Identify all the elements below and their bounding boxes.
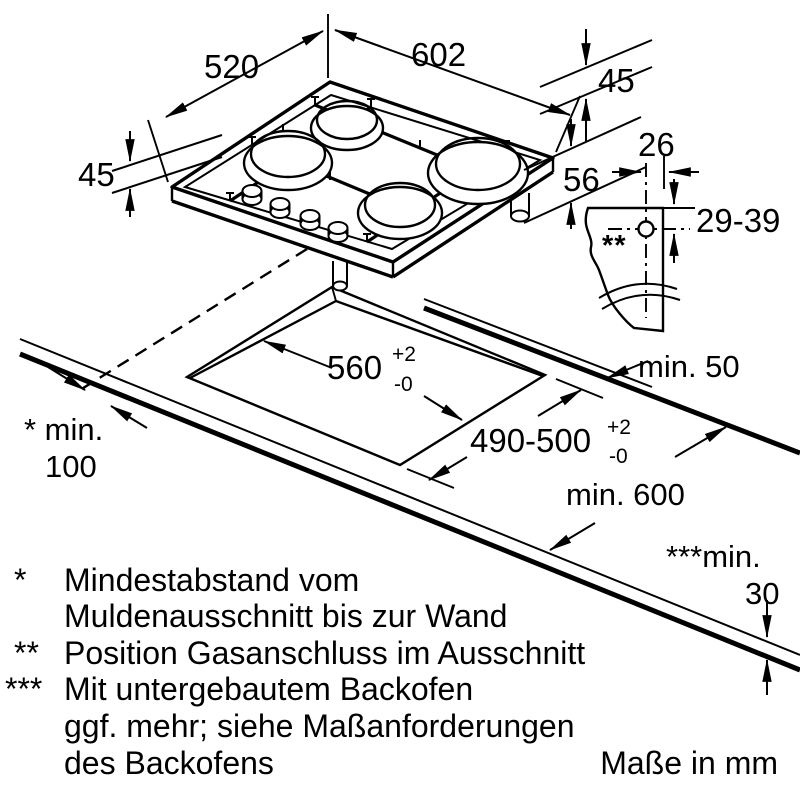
clearance-side-wall (24, 367, 147, 484)
cutout-depth-tol-lower: -0 (609, 445, 628, 468)
arrow-up-left (111, 406, 147, 428)
dimension-gas-height (663, 179, 780, 263)
control-knob (243, 185, 262, 205)
dim-520-label: 520 (204, 48, 260, 85)
burner-front (358, 183, 442, 239)
clearance-rear-wall (607, 349, 740, 384)
footnote-three-symbol: *** (5, 671, 43, 707)
cutout-width-tol-upper: +2 (392, 343, 416, 366)
cutout-depth-tol-upper: +2 (607, 416, 631, 439)
footnote-one-line1: Mindestabstand vom (64, 562, 360, 598)
clearance-side-label: * min. (24, 412, 104, 447)
cutout-width-tol-lower: -0 (394, 373, 413, 396)
footnote-two-line1: Position Gasanschluss im Ausschnitt (64, 635, 586, 671)
dimension-gas-offset (612, 126, 699, 189)
dim-602-label: 602 (411, 36, 467, 73)
cutout-width-label: 560 (327, 349, 383, 386)
dimension-line (429, 457, 467, 480)
burner-left (244, 131, 332, 190)
clearance-rear-label: min. 50 (638, 349, 740, 384)
gas-marker-label: ** (602, 230, 627, 262)
control-knob (271, 198, 290, 218)
dim-45-right-label: 45 (598, 62, 635, 99)
reference-line (540, 40, 652, 87)
clearance-front-value: 30 (745, 576, 780, 611)
footnote-three-line2: ggf. mehr; siehe Maßanforderungen (64, 708, 575, 744)
clearance-front-label: ***min. (666, 539, 761, 574)
gas-connection-point-icon (639, 222, 654, 237)
dim-56-label: 56 (563, 161, 600, 198)
dim-26-label: 26 (638, 126, 675, 163)
control-knob (329, 222, 348, 242)
dim-45-left-label: 45 (78, 156, 115, 193)
clearance-front-edge (666, 539, 779, 695)
clearance-side-value: 100 (45, 449, 97, 484)
footnote-three-line1: Mit untergebautem Backofen (64, 671, 474, 707)
arrow-up-right (675, 427, 726, 457)
units-note: Maße in mm (600, 745, 778, 781)
extension-line (556, 379, 603, 398)
hob-drawing (172, 82, 553, 291)
extension-line (556, 96, 580, 152)
clearance-depth-label: min. 600 (566, 477, 685, 512)
footnote-three-line3: des Backofens (64, 745, 274, 781)
dim-29-39-label: 29-39 (696, 202, 781, 239)
extension-line (148, 120, 168, 182)
hob-leg (333, 261, 347, 291)
dimension-height-right (540, 29, 652, 141)
footnote-one-line2: Muldenausschnitt bis zur Wand (64, 598, 508, 634)
dimension-line (538, 390, 581, 416)
footnotes (5, 562, 778, 781)
control-knob (301, 210, 320, 230)
cutout-depth-label: 490-500 (470, 422, 592, 459)
footnote-two-symbol: ** (14, 635, 39, 671)
reference-line (540, 67, 652, 114)
footnote-one-symbol: * (14, 562, 27, 598)
arrow-down-left (550, 523, 595, 550)
